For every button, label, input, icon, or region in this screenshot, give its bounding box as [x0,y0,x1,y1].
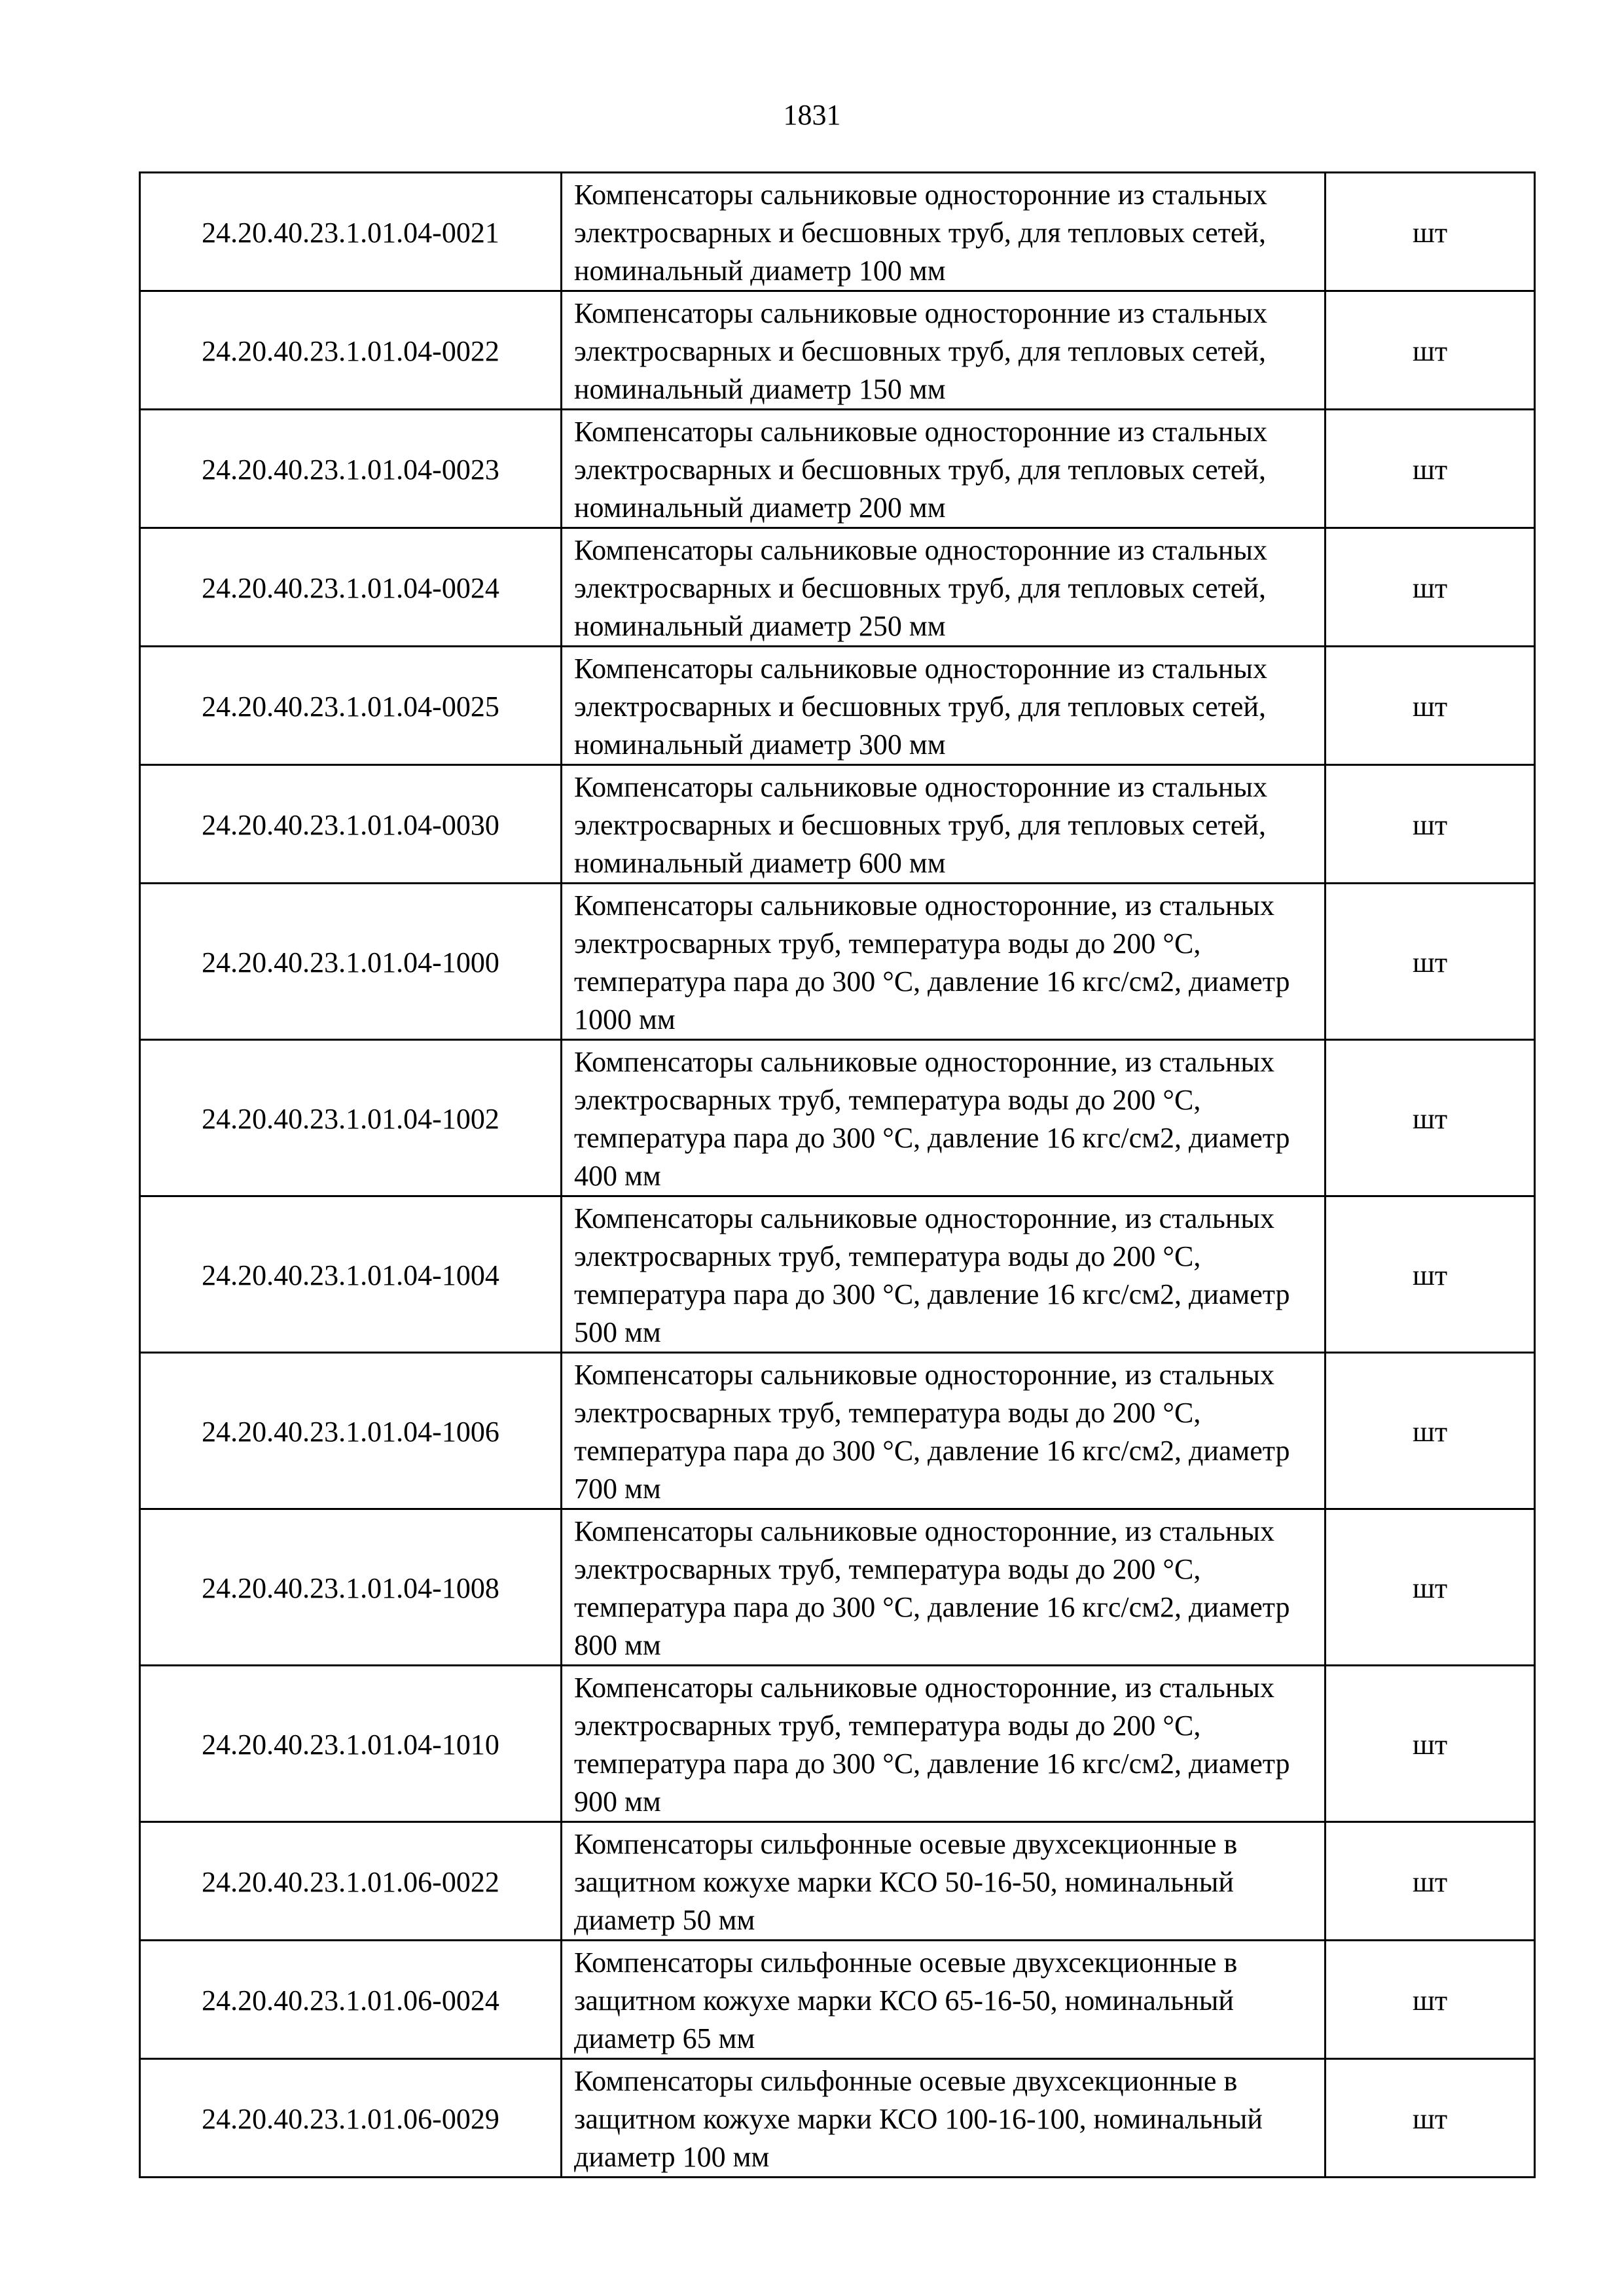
resource-description: Компенсаторы сальниковые односторонние, из стальных электросварных труб, температура воды до 200 °С, температура пара до 300 °С, давление 16 кгс/см2, диаметр 500 мм [562,1196,1326,1353]
resource-code: 24.20.40.23.1.01.04-0022 [140,291,562,410]
resource-unit: шт [1326,173,1535,291]
resource-unit: шт [1326,410,1535,528]
resource-description: Компенсаторы сальниковые односторонние из стальных электросварных и бесшовных труб, для тепловых сетей, номинальный диаметр 600 мм [562,765,1326,884]
resource-code: 24.20.40.23.1.01.04-1008 [140,1509,562,1666]
table-row [140,528,1535,647]
resource-unit: шт [1326,1666,1535,1822]
resource-code: 24.20.40.23.1.01.04-0021 [140,173,562,291]
table-row [140,1941,1535,2059]
table-row [140,1353,1535,1509]
resource-unit: шт [1326,528,1535,647]
resource-code: 24.20.40.23.1.01.04-0025 [140,647,562,765]
table-row [140,765,1535,884]
resource-description: Компенсаторы сильфонные осевые двухсекционные в защитном кожухе марки КСО 50-16-50, номинальный диаметр 50 мм [562,1822,1326,1941]
resource-table [139,171,1536,2178]
table-row [140,410,1535,528]
resource-code: 24.20.40.23.1.01.04-0024 [140,528,562,647]
resource-unit: шт [1326,1822,1535,1941]
resource-code: 24.20.40.23.1.01.06-0022 [140,1822,562,1941]
resource-unit: шт [1326,2059,1535,2178]
table-row [140,2059,1535,2178]
resource-description: Компенсаторы сальниковые односторонние, из стальных электросварных труб, температура воды до 200 °С, температура пара до 300 °С, давление 16 кгс/см2, диаметр 800 мм [562,1509,1326,1666]
resource-description: Компенсаторы сальниковые односторонние, из стальных электросварных труб, температура воды до 200 °С, температура пара до 300 °С, давление 16 кгс/см2, диаметр 700 мм [562,1353,1326,1509]
resource-code: 24.20.40.23.1.01.04-0030 [140,765,562,884]
resource-description: Компенсаторы сильфонные осевые двухсекционные в защитном кожухе марки КСО 100-16-100, номинальный диаметр 100 мм [562,2059,1326,2178]
resource-description: Компенсаторы сальниковые односторонние из стальных электросварных и бесшовных труб, для тепловых сетей, номинальный диаметр 300 мм [562,647,1326,765]
table-row [140,884,1535,1040]
resource-unit: шт [1326,1509,1535,1666]
table-row [140,1509,1535,1666]
table-row [140,291,1535,410]
table-row [140,1822,1535,1941]
resource-code: 24.20.40.23.1.01.04-1000 [140,884,562,1040]
resource-code: 24.20.40.23.1.01.04-1006 [140,1353,562,1509]
resource-unit: шт [1326,884,1535,1040]
resource-unit: шт [1326,1040,1535,1196]
resource-unit: шт [1326,765,1535,884]
resource-unit: шт [1326,647,1535,765]
page-number: 1831 [783,99,841,131]
table-row [140,647,1535,765]
resource-description: Компенсаторы сальниковые односторонние, из стальных электросварных труб, температура воды до 200 °С, температура пара до 300 °С, давление 16 кгс/см2, диаметр 1000 мм [562,884,1326,1040]
resource-description: Компенсаторы сальниковые односторонние из стальных электросварных и бесшовных труб, для тепловых сетей, номинальный диаметр 250 мм [562,528,1326,647]
resource-code: 24.20.40.23.1.01.04-1010 [140,1666,562,1822]
resource-unit: шт [1326,1941,1535,2059]
table-row [140,1040,1535,1196]
resource-unit: шт [1326,291,1535,410]
resource-code: 24.20.40.23.1.01.06-0029 [140,2059,562,2178]
table-row [140,1196,1535,1353]
resource-code: 24.20.40.23.1.01.04-0023 [140,410,562,528]
resource-description: Компенсаторы сальниковые односторонние, из стальных электросварных труб, температура воды до 200 °С, температура пара до 300 °С, давление 16 кгс/см2, диаметр 900 мм [562,1666,1326,1822]
table-row [140,1666,1535,1822]
resource-code: 24.20.40.23.1.01.04-1002 [140,1040,562,1196]
resource-description: Компенсаторы сальниковые односторонние из стальных электросварных и бесшовных труб, для тепловых сетей, номинальный диаметр 200 мм [562,410,1326,528]
resource-description: Компенсаторы сальниковые односторонние, из стальных электросварных труб, температура воды до 200 °С, температура пара до 300 °С, давление 16 кгс/см2, диаметр 400 мм [562,1040,1326,1196]
resource-code: 24.20.40.23.1.01.06-0024 [140,1941,562,2059]
resource-description: Компенсаторы сильфонные осевые двухсекционные в защитном кожухе марки КСО 65-16-50, номинальный диаметр 65 мм [562,1941,1326,2059]
table-row [140,173,1535,291]
resource-description: Компенсаторы сальниковые односторонние из стальных электросварных и бесшовных труб, для тепловых сетей, номинальный диаметр 150 мм [562,291,1326,410]
resource-description: Компенсаторы сальниковые односторонние из стальных электросварных и бесшовных труб, для тепловых сетей, номинальный диаметр 100 мм [562,173,1326,291]
resource-code: 24.20.40.23.1.01.04-1004 [140,1196,562,1353]
resource-unit: шт [1326,1353,1535,1509]
resource-unit: шт [1326,1196,1535,1353]
